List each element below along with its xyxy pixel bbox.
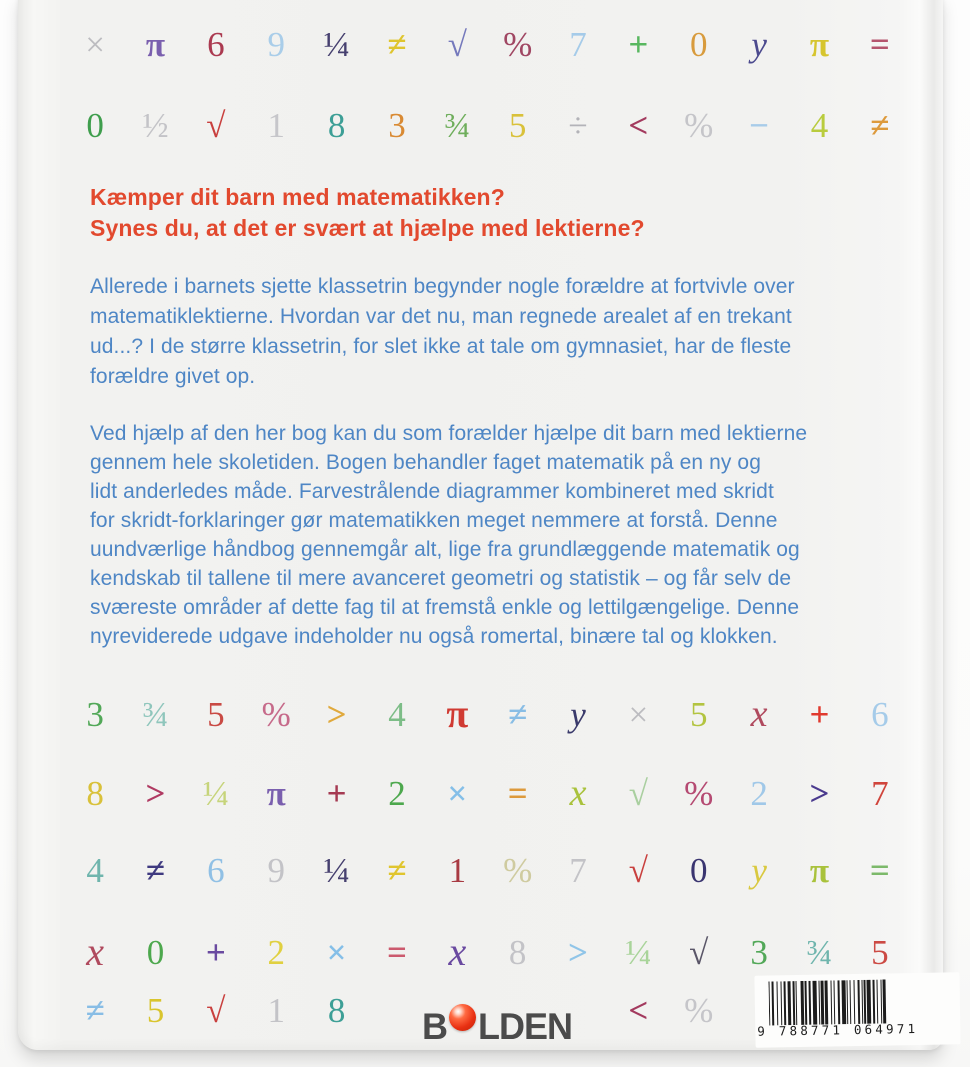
math-symbol: 4	[86, 850, 104, 890]
text-line: Synes du, at det er svært at hjælpe med lektierne?	[90, 215, 645, 241]
math-symbol: %	[503, 850, 533, 890]
math-symbol: %	[684, 990, 714, 1030]
math-symbol: 3	[388, 105, 406, 145]
text-line: ud...? I de større klassetrin, for slet ikke at tale om gymnasiet, har de fleste	[90, 335, 792, 358]
math-symbol: √	[628, 773, 648, 813]
math-symbol: √	[206, 105, 226, 145]
symbol-row-1	[65, 16, 910, 72]
math-symbol: 0	[86, 105, 104, 145]
math-symbol: x	[448, 929, 467, 974]
text-line: Kæmper dit barn med matematikken?	[90, 184, 505, 210]
math-symbol: 8	[327, 990, 346, 1030]
math-symbol: ≠	[387, 850, 407, 890]
math-symbol: ÷	[568, 105, 588, 145]
math-symbol: π	[809, 850, 830, 890]
text-line: uundværlige håndbog gennemgår alt, lige fra grundlæggende matematik og	[90, 538, 800, 561]
math-symbol: 6	[207, 850, 225, 890]
text-line: kendskab til tallene til mere avanceret geometri og statistik – og får selv de	[90, 567, 792, 590]
barcode-bars	[768, 978, 945, 1025]
logo-letters: LDEN	[478, 1005, 572, 1048]
math-symbol: ≠	[145, 850, 166, 890]
math-symbol: 3	[86, 694, 104, 734]
math-symbol: √	[206, 990, 226, 1030]
math-symbol: =	[869, 24, 890, 64]
math-symbol: 6	[871, 694, 889, 734]
math-symbol: ¾	[444, 105, 471, 145]
math-symbol: %	[684, 105, 714, 145]
math-symbol: 8	[327, 105, 346, 145]
math-symbol: =	[869, 850, 890, 890]
math-symbol: >	[145, 773, 166, 813]
math-symbol: 1	[448, 850, 467, 890]
math-symbol: 7	[569, 24, 587, 64]
barcode	[754, 972, 960, 1048]
math-symbol: √	[447, 24, 467, 64]
math-symbol: y	[570, 694, 586, 734]
math-symbol: 5	[689, 694, 708, 734]
math-symbol: 1	[267, 105, 285, 145]
math-symbol: y	[751, 24, 767, 64]
math-symbol: ≠	[870, 105, 890, 145]
math-symbol: 3	[750, 932, 768, 972]
math-symbol: ¼	[625, 932, 652, 972]
math-symbol: %	[503, 24, 533, 64]
math-symbol: ¾	[142, 694, 169, 734]
math-symbol: x	[750, 693, 768, 735]
book-back-cover	[18, 0, 943, 1050]
math-symbol: ≠	[508, 694, 528, 734]
math-symbol: 8	[86, 773, 104, 813]
text-line: gennem hele skoletiden. Bogen behandler faget matematik på en ny og	[90, 451, 761, 474]
math-symbol: 0	[689, 850, 708, 890]
text-line: matematiklektierne. Hvordan var det nu, man regnede arealet af en trekant	[90, 305, 792, 328]
math-symbol: +	[809, 694, 830, 734]
math-symbol: ¼	[323, 850, 350, 890]
math-symbol: 4	[388, 694, 406, 734]
math-symbol: 8	[508, 932, 527, 972]
text-line: sværeste områder af dette fag til at fremstå enkle og lettilgængelige. Denne	[90, 596, 800, 619]
math-symbol: x	[86, 929, 105, 974]
text-line: forældre givet op.	[90, 365, 256, 388]
math-symbol: >	[809, 773, 830, 813]
math-symbol: √	[689, 932, 709, 972]
text-line: for skridt-forklaringer gør matematikken meget nemmere at forstå. Denne	[90, 509, 778, 532]
math-symbol: >	[568, 932, 588, 972]
math-symbol: 6	[207, 24, 225, 64]
logo-letter-b: B	[422, 1005, 447, 1048]
math-symbol: 7	[871, 773, 889, 813]
math-symbol: 5	[508, 105, 527, 145]
math-symbol: 1	[267, 990, 285, 1030]
math-symbol: 9	[267, 24, 285, 64]
math-symbol: 0	[689, 24, 708, 64]
math-symbol: π	[145, 24, 166, 64]
math-symbol: =	[507, 773, 528, 813]
math-symbol: π	[809, 24, 830, 64]
math-symbol: %	[684, 773, 714, 813]
math-symbol: 5	[146, 990, 165, 1030]
math-symbol: =	[386, 932, 407, 972]
math-symbol: >	[326, 694, 347, 734]
math-symbol: 2	[388, 773, 406, 813]
math-symbol: ×	[628, 694, 649, 734]
math-symbol: 9	[267, 850, 285, 890]
text-line: nyreviderede udgave indeholder nu også romertal, binære tal og klokken.	[90, 625, 778, 648]
symbol-row-5	[65, 842, 910, 898]
math-symbol: ≠	[85, 990, 105, 1030]
math-symbol: 7	[569, 850, 587, 890]
math-symbol: y	[751, 850, 767, 890]
math-symbol: x	[569, 772, 587, 814]
math-symbol: <	[628, 105, 649, 145]
math-symbol: <	[628, 990, 649, 1030]
math-symbol: 4	[810, 105, 829, 145]
body-paragraph-1	[90, 272, 895, 392]
math-symbol: 5	[207, 694, 225, 734]
math-symbol: ×	[326, 932, 347, 972]
symbol-row-6	[65, 924, 910, 980]
math-symbol: ¾	[806, 932, 833, 972]
body-paragraph-2	[90, 419, 895, 651]
math-symbol: 5	[871, 932, 889, 972]
math-symbol: ≠	[387, 24, 407, 64]
math-symbol: +	[628, 24, 649, 64]
text-line: lidt anderledes måde. Farvestrålende diagrammer kombineret med skridt	[90, 480, 774, 503]
math-symbol: −	[749, 105, 770, 145]
text-line: Allerede i barnets sjette klassetrin begynder nogle forældre at fortvivle over	[90, 275, 795, 298]
math-symbol: ×	[85, 24, 106, 64]
math-symbol: 0	[146, 932, 165, 972]
math-symbol: ¼	[202, 773, 229, 813]
math-symbol: ¼	[323, 24, 350, 64]
math-symbol: ×	[447, 773, 468, 813]
symbol-row-4	[65, 765, 910, 821]
math-symbol: ½	[142, 105, 169, 145]
math-symbol: +	[326, 773, 347, 813]
publisher-logo	[422, 999, 572, 1048]
headline	[90, 182, 890, 244]
math-symbol: π	[446, 691, 469, 736]
math-symbol: π	[266, 773, 286, 813]
math-symbol: √	[628, 850, 648, 890]
logo-ball-icon	[449, 1004, 476, 1031]
text-line: Ved hjælp af den her bog kan du som forælder hjælpe dit barn med lektierne	[90, 422, 808, 445]
math-symbol: +	[205, 932, 226, 972]
symbol-row-2	[65, 97, 910, 153]
math-symbol: 2	[267, 932, 285, 972]
barcode-digits: 9 788771 064971	[757, 1020, 919, 1039]
symbol-row-3	[65, 686, 910, 742]
math-symbol: %	[261, 694, 291, 734]
math-symbol: 2	[750, 773, 768, 813]
